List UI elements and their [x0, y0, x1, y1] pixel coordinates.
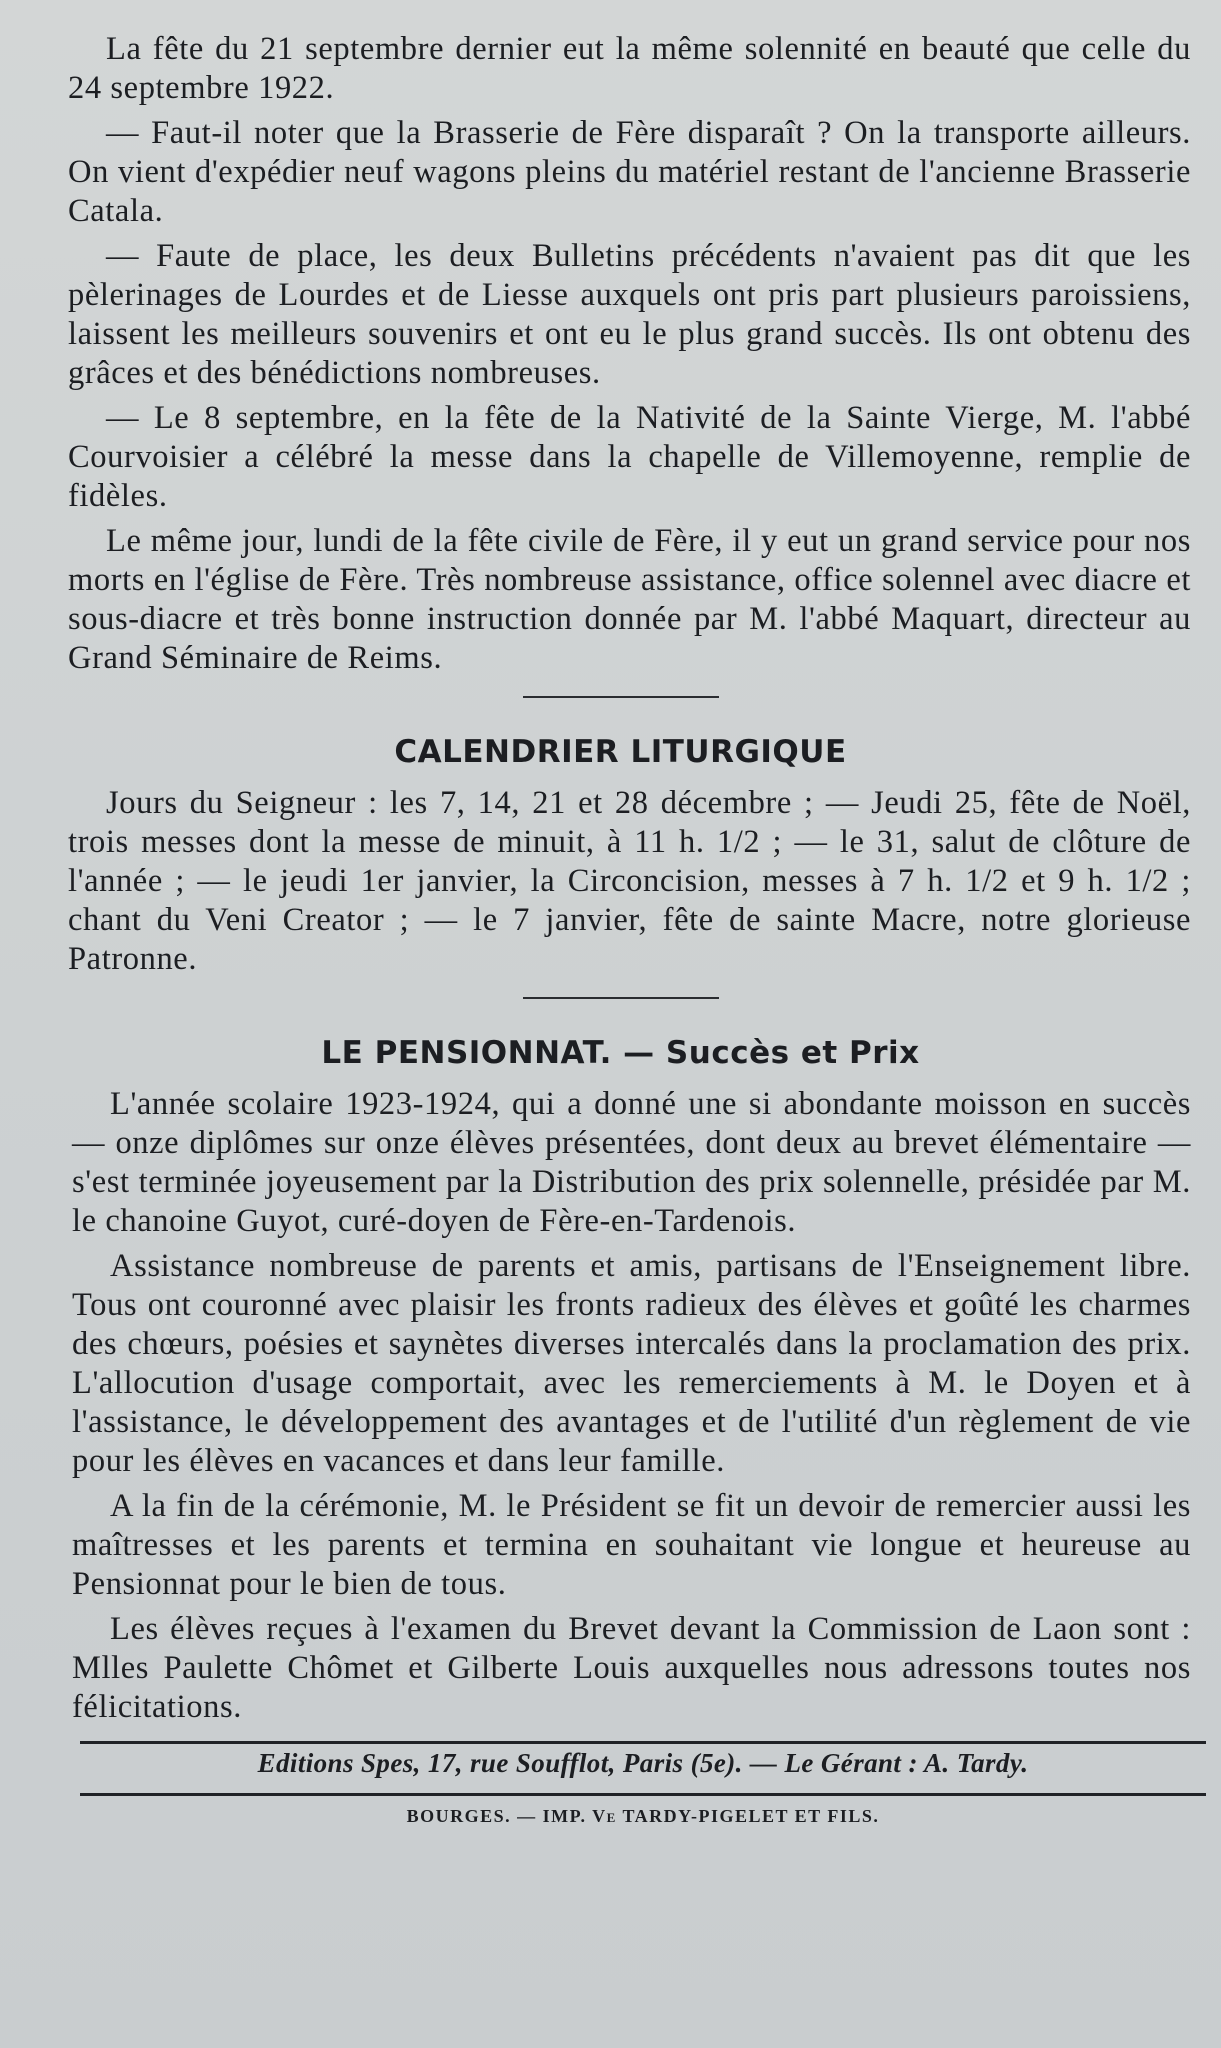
- paragraph-nativite: — Le 8 septembre, en la fête de la Nativité de la Sainte Vierge, M. l'abbé Courvoisier a célébré la messe dans la chapelle de Villemoyenne, remplie de fidèles.: [68, 400, 1191, 514]
- separator-rule: [523, 997, 719, 999]
- paragraph-service-morts: Le même jour, lundi de la fête civile de Fère, il y eut un grand service pour nos morts en l'église de Fère. Très nombreuse assistance, office solennel avec diacre et sous-diacre et très bonne instruction donnée par M. l'abbé Maquart, directeur au Grand Séminaire de Reims.: [68, 523, 1191, 676]
- paragraph-pelerinages: — Faute de place, les deux Bulletins précédents n'avaient pas dit que les pèlerinages de Lourdes et de Liesse auxquels ont pris part plusieurs paroissiens, laissent les meilleurs souvenirs et ont eu le plus grand succès. Ils ont obtenu des grâces et des bénédictions nombreuses.: [68, 238, 1191, 391]
- top-section: [50, 30, 1191, 678]
- separator-rule: [523, 696, 719, 698]
- pensionnat-heading-main: LE PENSIONNAT.: [321, 1035, 612, 1071]
- pensionnat-paragraph: L'année scolaire 1923-1924, qui a donné une si abondante moisson en succès — onze diplômes sur onze élèves présentées, dont deux au brevet élémentaire — s'est terminée joyeusement par la Distribution des prix solennelle, présidée par M. le chanoine Guyot, curé-doyen de Fère-en-Tardenois.: [72, 1086, 1191, 1239]
- pensionnat-paragraph: Assistance nombreuse de parents et amis, partisans de l'Enseignement libre. Tous ont couronné avec plaisir les fronts radieux des élèves et goûté les charmes des chœurs, poésies et saynètes diverses intercalés dans la proclamation des prix. L'allocution d'usage comportait, avec les remerciements à M. le Doyen et à l'assistance, le développement des avantages et de l'utilité d'un règlement de vie pour les élèves en vacances et dans leur famille.: [72, 1248, 1191, 1479]
- calendar-section: [50, 784, 1191, 979]
- paragraph-fete: La fête du 21 septembre dernier eut la même solennité en beauté que celle du 24 septembre 1922.: [68, 31, 1191, 106]
- calendar-text: Jours du Seigneur : les 7, 14, 21 et 28 décembre ; — Jeudi 25, fête de Noël, trois messes dont la messe de minuit, à 11 h. 1/2 ; — le 31, salut de clôture de l'année ; — le jeudi 1er janvier, la Circoncision, messes à 7 h. 1/2 et 9 h. 1/2 ; chant du Veni Creator ; — le 7 janvier, fête de sainte Macre, notre glorieuse Patronne.: [68, 785, 1191, 977]
- printer-imprint: BOURGES. — IMP. Ve TARDY-PIGELET ET FILS.: [406, 1806, 880, 1826]
- pensionnat-heading-sub: — Succès et Prix: [623, 1035, 920, 1071]
- pensionnat-paragraph: Les élèves reçues à l'examen du Brevet devant la Commission de Laon sont : Mlles Paulette Chômet et Gilberte Louis auxquelles nous adressons toutes nos félicitations.: [72, 1611, 1191, 1725]
- footer-rule-top: [80, 1741, 1206, 1744]
- paragraph-brasserie: — Faut-il noter que la Brasserie de Fère disparaît ? On la transporte ailleurs. On vient d'expédier neuf wagons pleins du matériel restant de l'ancienne Brasserie Catala.: [68, 115, 1191, 229]
- publisher-line: Editions Spes, 17, rue Soufflot, Paris (5e). — Le Gérant : A. Tardy.: [257, 1748, 1029, 1778]
- pensionnat-paragraph: A la fin de la cérémonie, M. le Président se fit un devoir de remercier aussi les maîtresses et les parents et termina en souhaitant vie longue et heureuse au Pensionnat pour le bien de tous.: [72, 1488, 1191, 1602]
- pensionnat-heading: [50, 1035, 1191, 1071]
- footer-rule-bottom: [80, 1793, 1206, 1796]
- calendar-heading: CALENDRIER LITURGIQUE: [394, 734, 847, 770]
- pensionnat-section: [50, 1085, 1191, 1727]
